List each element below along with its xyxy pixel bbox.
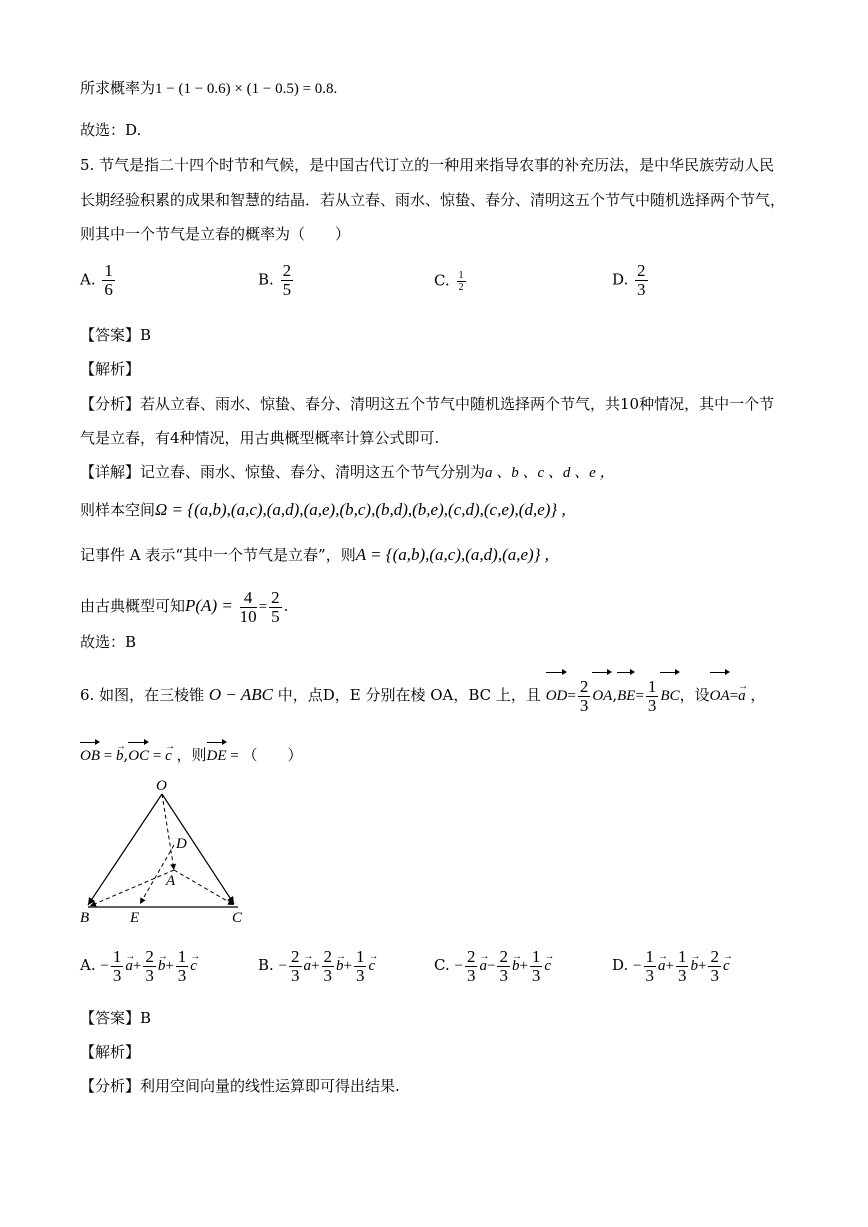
coef-fraction — [176, 948, 189, 985]
numerator: 2 — [466, 946, 476, 966]
vector-de: DE — [207, 740, 227, 766]
q5-analysis-head: 【解析】 — [80, 360, 141, 378]
vector-bc: BC — [660, 670, 679, 716]
numerator: 4 — [240, 589, 257, 608]
numerator: 1 — [355, 946, 365, 966]
sign: + — [519, 958, 528, 974]
tetrahedron-diagram — [70, 770, 270, 930]
sign: − — [633, 958, 642, 974]
sign: − — [454, 958, 463, 974]
denominator: 2 — [458, 282, 464, 293]
sample-space-set: Ω = {(a,b),(a,c),(a,d),(a,e),(b,c),(b,d),(b,e),(c,d),(c,e),(d,e)} , — [155, 500, 566, 519]
numerator: 1 — [677, 946, 687, 966]
sign: − — [278, 958, 288, 974]
q5-event-line — [80, 545, 549, 565]
option-label: A. — [80, 270, 96, 289]
vector-a: → a — [304, 946, 312, 986]
option-fraction — [102, 262, 115, 299]
vector-c: → c — [723, 946, 730, 986]
numerator: 2 — [145, 946, 154, 966]
sample-text: 则样本空间 — [80, 501, 156, 519]
vector-b: → b — [336, 946, 344, 986]
q6-analysis-head: 【解析】 — [80, 1043, 141, 1061]
vector-c: → c — [190, 946, 197, 986]
q6-text-line1: 6. 如图，在三棱锥 O − ABC 中，点D，E 分别在棱 OA，BC 上，且 OD= $\frac{2}{3}$ OA,BE= $\frac{1}{3}$ BC，设OA=→ a ， — [80, 670, 765, 716]
denominator: 3 — [112, 965, 122, 985]
coef-fraction — [111, 948, 124, 985]
q6-text-end: ，设 — [679, 686, 710, 704]
option-label: C. — [434, 956, 450, 974]
q5-prob-line: 由古典概型可知P(A) = $\frac{4}{10}$ = $\frac{2}{5}$ . — [80, 587, 289, 626]
vector-a: → a — [125, 946, 133, 986]
label-o: O — [156, 778, 167, 794]
tetrahedron-label: O − ABC — [208, 685, 273, 704]
sign: − — [100, 958, 109, 974]
prob-result-formula: 1 − (1 − 0.6) × (1 − 0.5) = 0.8. — [155, 81, 338, 97]
vector-be: BE — [617, 670, 635, 716]
denominator: 3 — [645, 965, 655, 985]
q5-sample-space-line — [80, 500, 566, 520]
label-d: D — [176, 836, 187, 852]
numerator: 2 — [271, 587, 280, 607]
option-fraction — [281, 262, 294, 299]
numerator: 1 — [177, 946, 187, 966]
q6-option-a — [80, 945, 197, 986]
vector-a: → a — [479, 946, 487, 986]
vector-b: → b — [690, 946, 698, 986]
denominator: 3 — [323, 965, 333, 985]
q6-text-line2: OB = → b,OC = → c ，则DE = （ ） — [80, 740, 303, 766]
sign: + — [665, 958, 674, 974]
option-label: A. — [80, 956, 96, 974]
numerator: 1 — [458, 270, 464, 281]
fraction-one-third: $\frac{1}{3}$ — [647, 676, 657, 715]
numerator: 1 — [531, 946, 541, 966]
numerator: 1 — [112, 946, 122, 966]
numerator: 2 — [291, 946, 300, 966]
coef-fraction — [644, 948, 657, 985]
coef-fraction — [497, 948, 510, 985]
denominator: 3 — [710, 965, 719, 985]
q6-text-pre: 6. 如图，在三棱锥 — [80, 686, 205, 704]
prob-text: 由古典概型可知 — [80, 597, 186, 615]
sign: + — [311, 958, 320, 974]
xiangjie-text: 【详解】记立春、雨水、惊蛰、春分、清明这五个节气分别为 — [80, 463, 486, 481]
denominator: 3 — [677, 965, 687, 985]
q6-option-d — [612, 945, 730, 986]
vector-c: → c — [165, 746, 172, 766]
denominator: 3 — [499, 965, 508, 985]
coef-fraction — [143, 948, 156, 985]
vector-oa: OA — [592, 670, 612, 716]
q5-text-line1: 5. 节气是指二十四个时节和气候，是中国古代订立的一种用来指导农事的补充历法，是中华民族劳动人民 — [80, 156, 775, 174]
event-set: A = {(a,b),(a,c),(a,d),(a,e)} , — [355, 545, 549, 564]
vector-b: → b — [512, 946, 520, 986]
denominator: 3 — [177, 965, 187, 985]
denominator: 5 — [271, 606, 280, 626]
coef-fraction — [708, 948, 721, 985]
q5-text-line2: 长期经验积累的成果和智慧的结晶．若从立春、雨水、惊蛰、春分、清明这五个节气中随机选择两个节气， — [80, 191, 786, 209]
q5-fenxi-line1: 【分析】若从立春、雨水、惊蛰、春分、清明这五个节气中随机选择两个节气，共10种情况，其中一个节 — [80, 395, 775, 413]
vector-oc: OC — [128, 740, 149, 766]
denominator: 6 — [104, 280, 113, 299]
prob-result-line — [80, 78, 337, 99]
q6-option-b — [258, 945, 375, 986]
vector-b: → b — [116, 746, 124, 766]
sign: + — [165, 958, 174, 974]
denominator: 3 — [466, 965, 476, 985]
q6-text-mid: 中，点D，E 分别在棱 OA，BC 上，且 — [277, 686, 541, 704]
option-label: D. — [612, 270, 629, 289]
sign: + — [132, 958, 142, 974]
prob-lhs: P(A) = — [185, 596, 233, 615]
choose-line: 故选：D. — [80, 121, 142, 139]
denominator: 3 — [355, 965, 365, 985]
q5-xiangjie-line — [80, 462, 615, 483]
denominator: 3 — [531, 965, 541, 985]
label-c: C — [232, 910, 243, 926]
q5-answer: 【答案】B — [80, 326, 152, 344]
option-label: B. — [258, 270, 274, 289]
vector-od: OD — [546, 670, 568, 716]
q5-option-a — [80, 262, 117, 299]
fraction-two-thirds: $\frac{2}{3}$ — [579, 676, 589, 715]
label-e: E — [130, 910, 140, 926]
event-text: 记事件 A 表示“其中一个节气是立春”，则 — [80, 546, 356, 564]
numerator: 2 — [282, 261, 292, 280]
vector-b: → b — [158, 946, 166, 986]
coef-fraction — [530, 948, 543, 985]
numerator: 2 — [323, 946, 333, 966]
label-a: A — [166, 873, 176, 889]
numerator: 1 — [645, 946, 655, 966]
option-fraction — [635, 262, 648, 299]
q6-option-c — [434, 945, 551, 986]
q6-fenxi: 【分析】利用空间向量的线性运算即可得出结果. — [80, 1077, 400, 1095]
coef-fraction — [465, 948, 478, 985]
coef-fraction — [289, 948, 302, 985]
coef-fraction — [354, 948, 367, 985]
denominator: 3 — [145, 965, 154, 985]
prob-fraction-2 — [269, 589, 282, 626]
denominator: 3 — [291, 965, 300, 985]
numerator: 2 — [499, 946, 508, 966]
prob-fraction-1 — [240, 589, 257, 626]
vector-c: → c — [544, 946, 551, 986]
sign: + — [697, 958, 707, 974]
vector-c: → c — [368, 946, 375, 986]
vector-a: → a — [658, 946, 666, 986]
coef-fraction — [322, 948, 335, 985]
q6-text2-end: ，则 — [176, 746, 207, 764]
q6-bracket: （ ） — [242, 746, 303, 764]
edge-ac — [174, 870, 234, 905]
coef-fraction — [676, 948, 689, 985]
sign: + — [343, 958, 352, 974]
q5-fenxi-line2: 气是立春，有4种情况，用古典概型概率计算公式即可. — [80, 429, 440, 447]
denominator: 10 — [239, 606, 257, 626]
denominator: 5 — [282, 280, 292, 299]
edge-ob — [88, 794, 162, 905]
q5-option-d — [612, 262, 650, 299]
q5-choose: 故选：B — [80, 633, 137, 651]
q5-text-line3: 则其中一个节气是立春的概率为（ ） — [80, 225, 351, 243]
option-label: C. — [434, 271, 450, 290]
q5-option-b — [258, 262, 295, 299]
sign: − — [486, 958, 496, 974]
vector-a: → a — [738, 676, 746, 716]
option-label: B. — [258, 956, 274, 974]
edge-ab — [90, 870, 174, 906]
q5-option-c — [434, 270, 468, 293]
prob-result-prefix: 所求概率为 — [80, 79, 156, 97]
label-b: B — [80, 910, 90, 926]
numerator: 2 — [710, 946, 719, 966]
edge-oa — [162, 794, 174, 870]
xiangjie-vars: a 、b 、c 、d 、e ， — [485, 465, 615, 481]
q6-answer: 【答案】B — [80, 1009, 152, 1027]
denominator: 3 — [637, 280, 646, 299]
option-label: D. — [612, 956, 629, 974]
vector-ob: OB — [80, 740, 100, 766]
vector-oa-def: OA — [710, 670, 730, 716]
numerator: 2 — [637, 261, 646, 280]
option-fraction — [457, 270, 466, 293]
numerator: 1 — [104, 261, 113, 280]
